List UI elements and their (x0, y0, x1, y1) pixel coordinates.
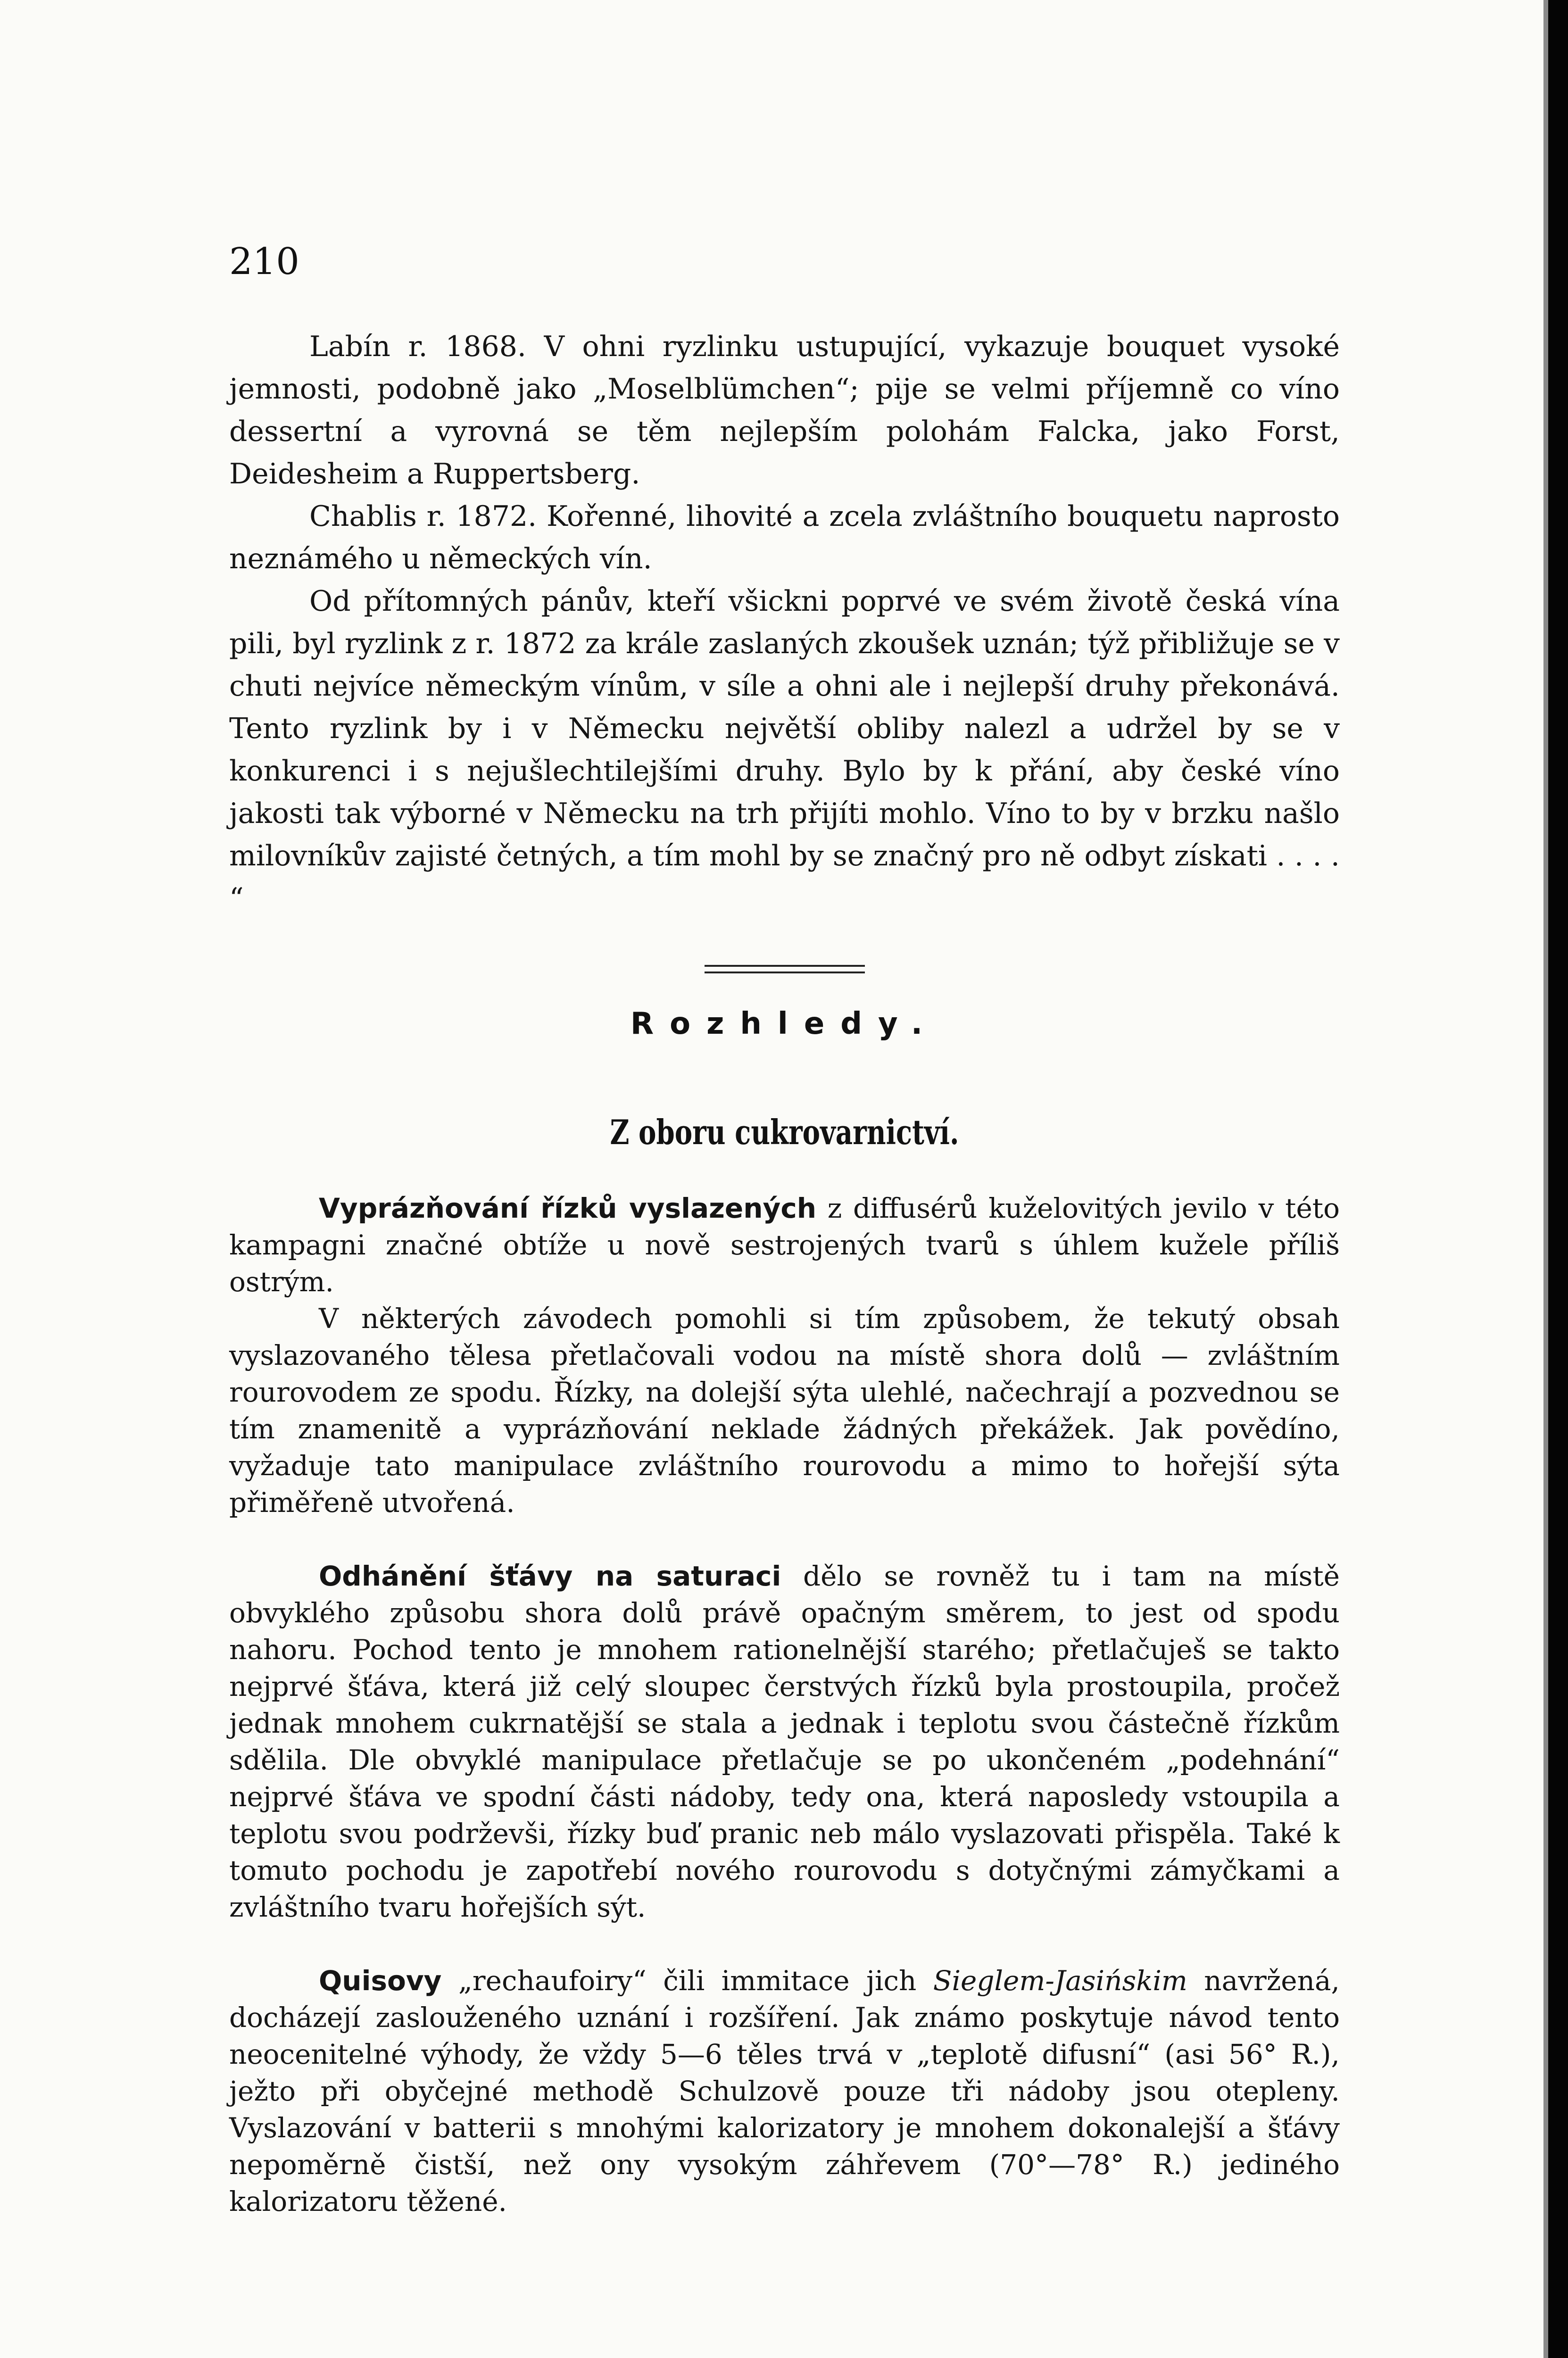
page-content (229, 325, 1340, 2220)
section-title: Rozhledy. (630, 1006, 939, 1041)
article-italic-name: Sieglem-Jasińskim (933, 1965, 1187, 1997)
page-edge-shadow (1543, 0, 1548, 2358)
article-rechauffeurs (229, 1962, 1340, 2220)
section-divider (705, 965, 865, 973)
article-lead: Odhánění šťávy na saturaci (319, 1560, 781, 1592)
article-text: V některých závodech pomohli si tím způsobem, že tekutý obsah vyslazovaného tělesa přetlačovali vodou na místě shora dolů — zvláštním rourovodem ze spodu. Řízky, na dolejší sýta ulehlé, načechrají a pozvednou se tím znamenitě a vyprázňování neklade žádných překážek. Jak povědíno, vyžaduje tato manipulace zvláštního rourovodu a mimo to hořejší sýta přiměřeně utvořená. (229, 1303, 1340, 1519)
sugar-industry-section (229, 1190, 1340, 2220)
wine-report-section (229, 325, 1340, 920)
divider-line (705, 965, 865, 967)
divider-line (705, 971, 865, 973)
paragraph-labin: Labín r. 1868. V ohni ryzlinku ustupující, vykazuje bouquet vysoké jemnosti, podobně jako „Moselblümchen“; pije se velmi příjemně co víno dessertní a vyrovná se těm nejlepším polohám Falcka, jako Forst, Deidesheim a Ruppertsberg. (229, 330, 1340, 490)
article-lead: Vyprázňování řízků vyslazených (319, 1192, 817, 1224)
scan-border (1548, 0, 1568, 2358)
article-lead: Quisovy (319, 1965, 442, 1997)
paragraph-tasting-verdict: Od přítomných pánův, kteří všickni poprvé ve svém životě česká vína pili, byl ryzlink z r. 1872 za krále zaslaných zkoušek uznán; týž přibližuje se v chuti nejvíce německým vínům, v síle a ohni ale i nejlepší druhy překonává. Tento ryzlink by i v Německu největší obliby nalezl a udržel by se v konkurenci i s nejušlechtilejšími druhy. Bylo by k přání, aby české víno jakosti tak výborné v Německu na trh přijíti mohlo. Víno to by v brzku našlo milovníkův zajisté četných, a tím mohl by se značný pro ně odbyt získati . . . . “ (229, 585, 1340, 915)
article-emptying-methods (229, 1300, 1340, 1521)
article-text: z diffusérů kuželovitých jevilo v této kampagni značné obtíže u nově sestrojených tvarů s úhlem kužele příliš ostrým. (229, 1192, 1340, 1298)
subsection-title: Z oboru cukrovarnictví. (610, 1112, 959, 1152)
article-text: dělo se rovněž tu i tam na místě obvyklého způsobu shora dolů právě opačným směrem, to jest od spodu nahoru. Pochod tento je mnohem rationelnější starého; přetlačuješ se takto nejprvé šťáva, která již celý sloupec čerstvých řízků byla prostoupila, pročež jednak mnohem cukrnatější se stala a jednak i teplotu svou částečně řízkům sdělila. Dle obvyklé manipulace přetlačuje se po ukončeném „podehnání“ nejprvé šťáva ve spodní části nádoby, tedy ona, která naposledy vstoupila a teplotu svou podrževši, řízky buď pranic neb málo vyslazovati přispěla. Také k tomuto pochodu je zapotřebí nového rourovodu s dotyčnými zámyčkami a zvláštního tvaru hořejších sýt. (229, 1560, 1340, 1923)
paragraph-chablis: Chablis r. 1872. Kořenné, lihovité a zcela zvláštního bouquetu naprosto neznámého u německých vín. (229, 500, 1340, 575)
article-text: „rechaufoiry“ čili immitace jich (441, 1965, 933, 1997)
article-text: navržená, docházejí zaslouženého uznání i rozšíření. Jak známo poskytuje návod tento neocenitelné výhody, že vždy 5—6 těles trvá v „teplotě difusní“ (asi 56° R.), ježto při obyčejné methodě Schulzově pouze tři nádoby jsou otepleny. Vyslazování v batterii s mnohými kalorizatory je mnohem dokonalejší a šťávy nepoměrně čistší, než ony vysokým záhřevem (70°—78° R.) jediného kalorizatoru těžené. (229, 1965, 1340, 2217)
article-emptying-cossettes (229, 1190, 1340, 1300)
page-number: 210 (229, 241, 299, 283)
article-juice-saturation (229, 1558, 1340, 1926)
